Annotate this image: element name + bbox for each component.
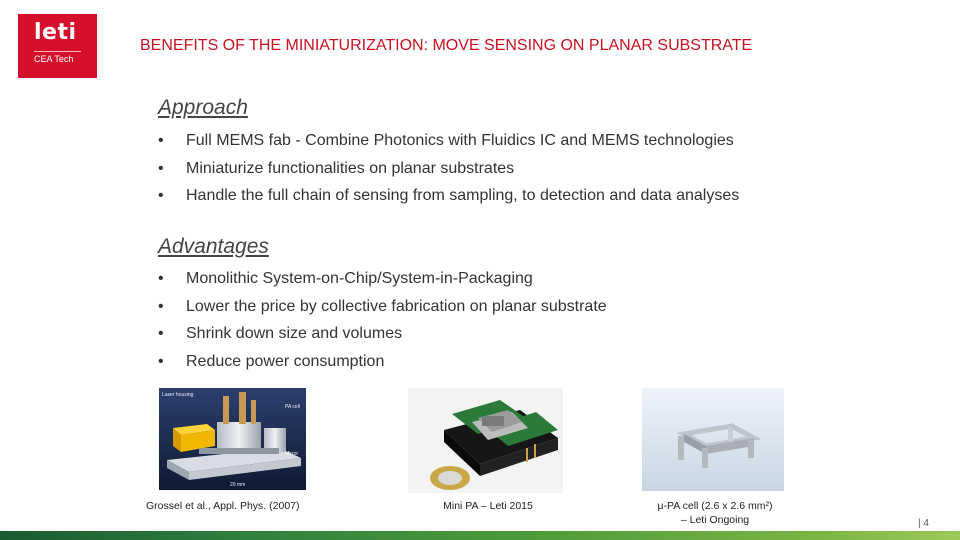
figure-label-mirror: Mirror — [285, 451, 299, 457]
figure-label-laser: Laser housing — [162, 392, 194, 398]
caption-line: μ-PA cell (2.6 x 2.6 mm²) — [657, 500, 773, 512]
figure-label-scale: 20 mm — [230, 482, 246, 488]
approach-list — [158, 127, 739, 210]
page-number: | 4 — [918, 518, 929, 529]
mini-pa-photo — [408, 388, 563, 493]
list-item-text: Full MEMS fab - Combine Photonics with Fluidics IC and MEMS technologies — [186, 132, 734, 149]
figure-caption-micro-pa — [640, 499, 790, 527]
pa-setup-image — [159, 388, 306, 490]
figure-label-pa-cell: PA cell — [285, 404, 300, 410]
list-item — [158, 293, 607, 321]
bullet-icon: • — [158, 270, 164, 287]
bullet-icon: • — [158, 132, 164, 149]
list-item — [158, 320, 607, 348]
leti-logo — [18, 14, 97, 78]
figure-caption-grossel: Grossel et al., Appl. Phys. (2007) — [146, 500, 300, 512]
figure-caption-mini-pa: Mini PA – Leti 2015 — [443, 500, 533, 512]
bullet-icon: • — [158, 297, 164, 315]
list-item — [158, 127, 739, 155]
list-item-text: Shrink down size and volumes — [186, 325, 403, 343]
list-item — [158, 182, 739, 210]
micro-pa-cell-render — [642, 388, 784, 491]
list-item-text: Miniaturize functionalities on planar substrates — [186, 159, 515, 177]
logo-wordmark: leti — [34, 20, 77, 45]
bullet-icon: • — [158, 353, 164, 371]
list-item-text: Reduce power consumption — [186, 353, 385, 371]
list-item-text: Handle the full chain of sensing from sampling, to detection and data analyses — [186, 187, 740, 205]
bullet-icon: • — [158, 159, 164, 177]
bullet-icon: • — [158, 187, 164, 205]
list-item-text: Lower the price by collective fabrication on planar substrate — [186, 297, 607, 315]
section-heading-approach: Approach — [158, 96, 248, 119]
caption-line: – Leti Ongoing — [680, 514, 750, 526]
slide-title: BENEFITS OF THE MINIATURIZATION: MOVE SENSING ON PLANAR SUBSTRATE — [140, 37, 753, 54]
list-item — [158, 348, 607, 376]
logo-divider — [34, 51, 81, 52]
footer-bar — [0, 531, 960, 540]
list-item-text: Monolithic System-on-Chip/System-in-Packaging — [186, 270, 533, 287]
advantages-list — [158, 265, 607, 376]
list-item — [158, 155, 739, 183]
bullet-icon: • — [158, 325, 164, 343]
logo-subtitle: CEA Tech — [34, 54, 74, 64]
list-item — [158, 265, 607, 293]
section-heading-advantages: Advantages — [158, 235, 269, 258]
